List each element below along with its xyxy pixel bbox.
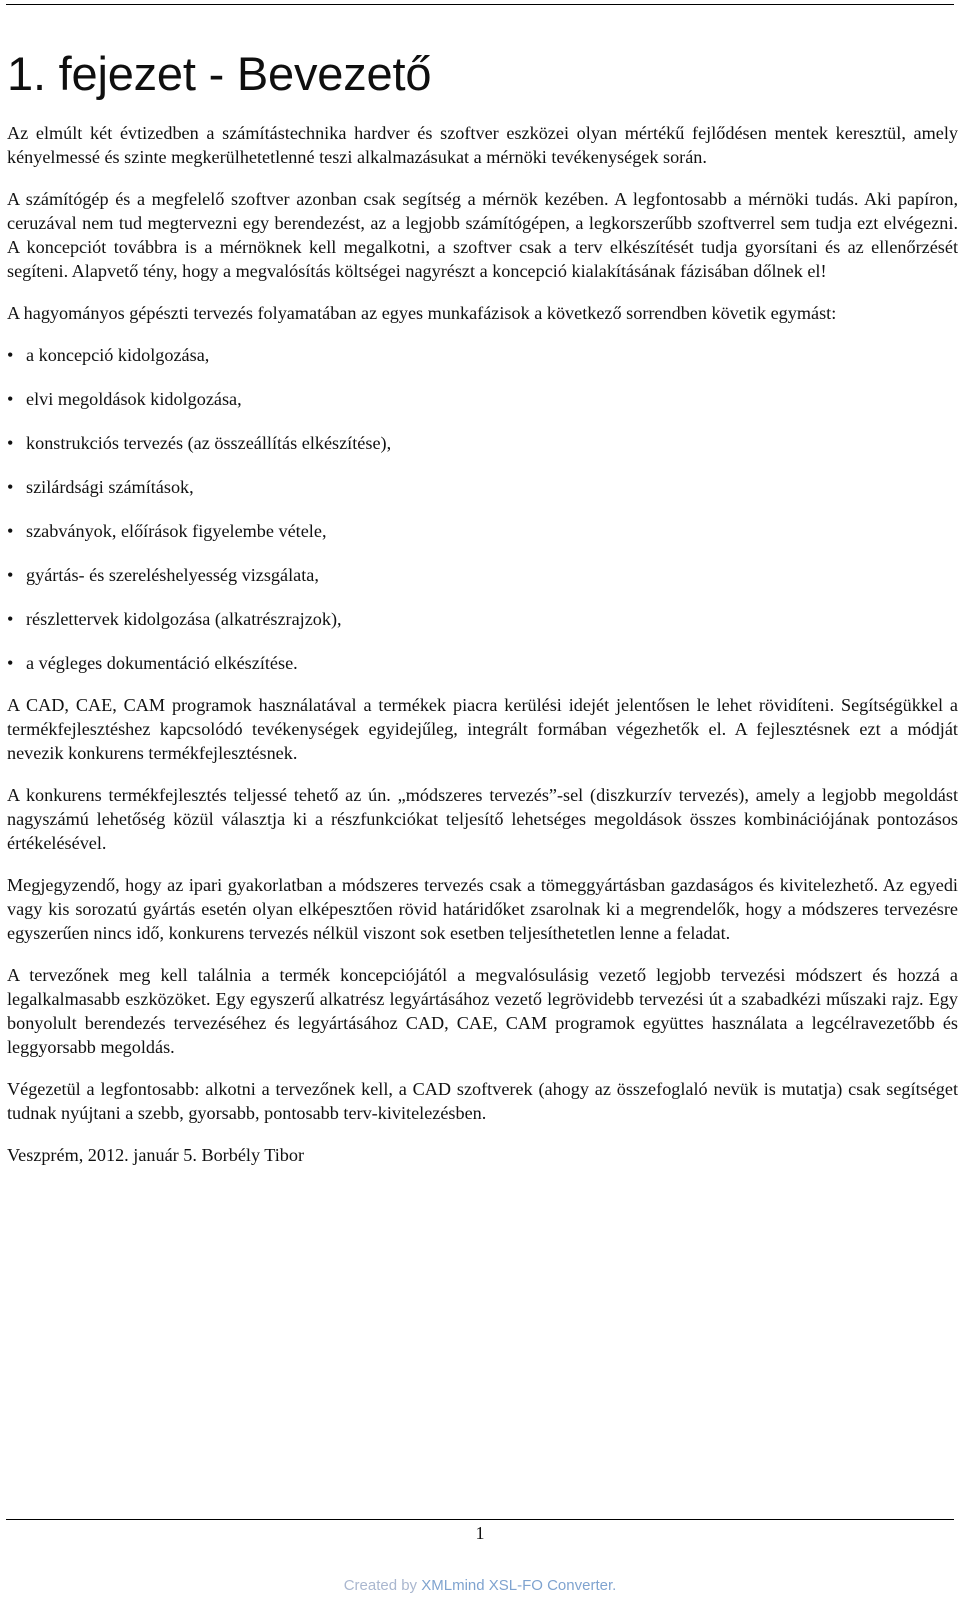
list-item: • gyártás- és szereléshelyesség vizsgálata, [7, 563, 958, 587]
list-item: • szilárdsági számítások, [7, 475, 958, 499]
signature-line: Veszprém, 2012. január 5. Borbély Tibor [7, 1145, 305, 1165]
paragraph-intro: Az elmúlt két évtizedben a számítástechnika hardver és szoftver eszközei olyan mértékű fejlődésen mentek keresztül, amely kényelmessé és szinte megkerülhetetlenné teszi alkalmazásukat a mérnöki tevékenységek során. [7, 123, 958, 167]
paragraph-methodical-design: A konkurens termékfejlesztés teljessé tehető az ún. „módszeres tervezés”-sel (diszkurzív tervezés), amely a legjobb megoldást nagyszámú lehetőség közül választja ki a részfunkciókat teljesítő lehetséges megoldások összes kombinációjának pontozásos értékelésével. [7, 785, 958, 853]
list-item: • a koncepció kidolgozása, [7, 343, 958, 367]
paragraph-cad-cae-cam: A CAD, CAE, CAM programok használatával a termékek piacra kerülési idejét jelentősen le lehet rövidíteni. Segítségükkel a termékfejlesztéshez kapcsolódó tevékenységek egyidejűleg, integrált formában végezhetők el. A fejlesztésnek ezt a módját nevezik konkurens termékfejlesztésnek. [7, 695, 958, 763]
page-number: 1 [475, 1523, 485, 1543]
watermark-brand: XMLmind XSL-FO Converter. [421, 1577, 617, 1594]
design-phases-list [7, 343, 958, 675]
header-rule [6, 4, 954, 5]
paragraph-design-phases-intro: A hagyományos gépészti tervezés folyamatában az egyes munkafázisok a következő sorrendben követik egymást: [7, 303, 837, 323]
paragraph-conclusion: Végezetül a legfontosabb: alkotni a tervezőnek kell, a CAD szoftverek (ahogy az összefoglaló nevük is mutatja) csak segítséget tudnak nyújtani a szebb, gyorsabb, pontosabb terv-kivitelezésben. [7, 1079, 958, 1123]
list-item: • konstrukciós tervezés (az összeállítás elkészítése), [7, 431, 958, 455]
chapter-title: 1. fejezet - Bevezető [7, 47, 432, 100]
converter-watermark [0, 1576, 960, 1596]
paragraph-designer-method: A tervezőnek meg kell találnia a termék koncepciójától a megvalósulásig vezető legjobb tervezési módszert és hozzá a legalkalmasabb eszközöket. Egy egyszerű alkatrész legyártásához vezető legrövidebb tervezési út a szabadkézi műszaki rajz. Egy bonyolult berendezés tervezéséhez és legyártásához CAD, CAE, CAM programok együttes használata a legcélravezetőbb és leggyorsabb megoldás. [7, 965, 958, 1057]
list-item: • a végleges dokumentáció elkészítése. [7, 651, 958, 675]
watermark-prefix: Created by [343, 1577, 418, 1594]
footer-rule [6, 1519, 954, 1520]
list-item: • elvi megoldások kidolgozása, [7, 387, 958, 411]
paragraph-industrial-practice: Megjegyzendő, hogy az ipari gyakorlatban a módszeres tervezés csak a tömeggyártásban gazdaságos és kivitelezhető. Az egyedi vagy kis sorozatú gyártás esetén olyan elképesztően rövid határidőket zsarolnak ki a megrendelők, hogy a módszeres tervezésre egyszerűen nincs idő, konkurens tervezés nélkül viszont sok esetben teljesíthetetlen lenne a feladat. [7, 875, 958, 943]
document-body [7, 47, 958, 1185]
list-item: • részlettervek kidolgozása (alkatrészrajzok), [7, 607, 958, 631]
paragraph-engineering-knowledge: A számítógép és a megfelelő szoftver azonban csak segítség a mérnök kezében. A legfontosabb a mérnöki tudás. Aki papíron, ceruzával nem tud megtervezni egy berendezést, az a legjobb számítógépen, a legkorszerűbb szoftverrel sem tudja ezt elvégezni. A koncepciót továbbra is a mérnöknek kell megalkotni, a szoftver csak a terv elkészítését tudja gyorsítani és az ellenőrzését segíteni. Alapvető tény, hogy a megvalósítás költségei nagyrészt a koncepció kialakításának fázisában dőlnek el! [7, 189, 958, 281]
list-item: • szabványok, előírások figyelembe vétele, [7, 519, 958, 543]
